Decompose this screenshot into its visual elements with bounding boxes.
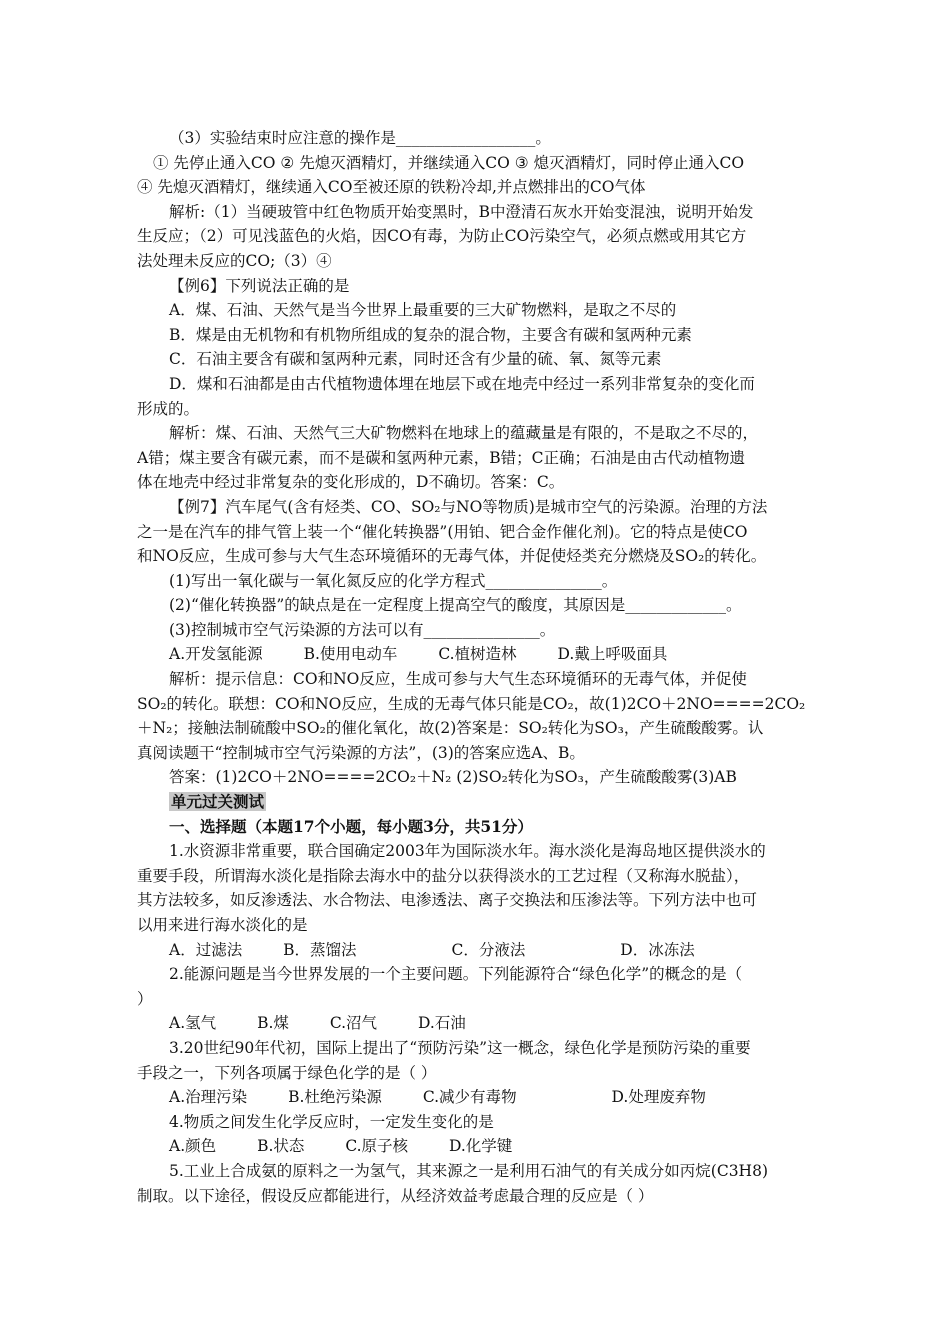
text-line: 之一是在汽车的排气管上装一个“催化转换器”(用铂、钯合金作催化剂)。它的特点是使CO: [137, 522, 748, 541]
option-row: [137, 642, 817, 667]
option: C.减少有毒物: [422, 1088, 517, 1107]
text-line: 2.能源问题是当今世界发展的一个主要问题。下列能源符合“绿色化学”的概念的是（: [169, 965, 743, 984]
option: C.植树造林: [438, 645, 517, 664]
text-line: 3.20世纪90年代初，国际上提出了“预防污染”这一概念，绿色化学是预防污染的重要: [169, 1038, 751, 1057]
text-line: (2)“催化转换器”的缺点是在一定程度上提高空气的酸度，其原因是_____________。: [169, 596, 742, 615]
option: D.石油: [418, 1014, 466, 1033]
text-line: D．煤和石油都是由古代植物遗体埋在地层下或在地壳中经过一系列非常复杂的变化而: [169, 374, 755, 393]
text-line: 解析:（1）当硬玻管中红色物质开始变黑时，B中澄清石灰水开始变混浊，说明开始发: [169, 202, 754, 221]
text-line: C．石油主要含有碳和氢两种元素，同时还含有少量的硫、氧、氮等元素: [169, 350, 662, 369]
option: C．分液法: [451, 940, 526, 959]
option: C.沼气: [329, 1014, 378, 1033]
document-body: [137, 126, 817, 1208]
text-line: ＋N₂；接触法制硫酸中SO₂的催化氧化，故(2)答案是：SO₂转化为SO₃，产生硫酸酸雾。认: [137, 719, 764, 738]
option: A.治理污染: [169, 1088, 248, 1107]
option: C.原子核: [345, 1137, 409, 1156]
text-line: 解析：提示信息：CO和NO反应，生成可参与大气生态环境循环的无毒气体，并促使: [169, 670, 747, 689]
option-row: [137, 1085, 817, 1110]
option: D.戴上呼吸面具: [557, 645, 668, 664]
text-line: 解析：煤、石油、天然气三大矿物燃料在地球上的蕴藏量是有限的，不是取之不尽的，: [169, 424, 759, 443]
text-line: ）: [137, 989, 153, 1008]
example-heading: 【例6】下列说法正确的是: [169, 276, 350, 295]
option: A.氢气: [169, 1014, 217, 1033]
text-line: 制取。以下途径，假设反应都能进行，从经济效益考虑最合理的反应是（ ）: [137, 1186, 654, 1205]
option-row: [137, 1134, 817, 1159]
text-line: （3）实验结束时应注意的操作是__________________。: [169, 129, 551, 147]
option: A.开发氢能源: [169, 645, 263, 664]
subsection-heading: 一、选择题（本题17个小题，每小题3分，共51分）: [169, 816, 533, 836]
text-line: 形成的。: [137, 399, 200, 418]
option: A.颜色: [169, 1137, 217, 1156]
text-line: 4.物质之间发生化学反应时，一定发生变化的是: [169, 1112, 494, 1131]
option: B.状态: [257, 1137, 305, 1156]
section-heading: 单元过关测试: [171, 792, 265, 812]
text-line: 手段之一，下列各项属于绿色化学的是（ ）: [137, 1063, 437, 1082]
text-line: B．煤是由无机物和有机物所组成的复杂的混合物，主要含有碳和氢两种元素: [169, 325, 692, 344]
text-line: 答案：(1)2CO＋2NO====2CO₂＋N₂ (2)SO₂转化为SO₃，产生硫酸酸雾(3)AB: [169, 768, 737, 787]
section-heading-line: [137, 790, 817, 815]
option: D.化学键: [449, 1137, 513, 1156]
text-line: A错；煤主要含有碳元素，而不是碳和氢两种元素，B错；C正确；石油是由古代动植物遗: [137, 448, 745, 467]
option: D.处理废弃物: [611, 1088, 706, 1107]
text-line: (3)控制城市空气污染源的方法可以有_______________。: [169, 620, 556, 639]
text-line: 和NO反应，生成可参与大气生态环境循环的无毒气体，并促使烃类充分燃烧及SO₂的转化。: [137, 547, 767, 566]
text-line: SO₂的转化。联想：CO和NO反应，生成的无毒气体只能是CO₂，故(1)2CO＋2NO====2CO₂: [137, 694, 806, 713]
option: B．蒸馏法: [283, 940, 357, 959]
option-row: [137, 1011, 817, 1036]
text-line: A．煤、石油、天然气是当今世界上最重要的三大矿物燃料，是取之不尽的: [169, 301, 677, 320]
option: D．冰冻法: [620, 940, 695, 959]
text-line: 重要手段，所谓海水淡化是指除去海水中的盐分以获得淡水的工艺过程（又称海水脱盐），: [137, 866, 750, 885]
text-line: 体在地壳中经过非常复杂的变化形成的，D不确切。答案：C。: [137, 473, 565, 492]
option-row: [137, 938, 817, 963]
text-line: 1.水资源非常重要，联合国确定2003年为国际淡水年。海水淡化是海岛地区提供淡水的: [169, 842, 766, 861]
text-line: ① 先停止通入CO ② 先熄灭酒精灯，并继续通入CO ③ 熄灭酒精灯，同时停止通入CO: [153, 153, 745, 172]
text-line: 生反应；（2）可见浅蓝色的火焰，因CO有毒，为防止CO污染空气，必须点燃或用其它方: [137, 227, 747, 246]
text-line: ④ 先熄灭酒精灯，继续通入CO至被还原的铁粉冷却,并点燃排出的CO气体: [137, 178, 646, 197]
text-line: 5.工业上合成氨的原料之一为氢气，其来源之一是利用石油气的有关成分如丙烷(C3H8): [169, 1161, 768, 1180]
text-line: 其方法较多，如反渗透法、水合物法、电渗透法、离子交换法和压渗法等。下列方法中也可: [137, 891, 758, 910]
example-heading: 【例7】汽车尾气(含有烃类、CO、SO₂与NO等物质)是城市空气的污染源。治理的方法: [169, 497, 768, 516]
option: B.使用电动车: [303, 645, 398, 664]
option: B.杜绝污染源: [288, 1088, 382, 1107]
text-line: 真阅读题干“控制城市空气污染源的方法”，(3)的答案应选A、B。: [137, 743, 585, 762]
text-line: 法处理未反应的CO;（3）④: [137, 251, 332, 270]
text-line: (1)写出一氧化碳与一氧化氮反应的化学方程式_______________。: [169, 571, 618, 590]
option: B.煤: [257, 1014, 289, 1033]
option: A．过滤法: [169, 940, 243, 959]
text-line: 以用来进行海水淡化的是: [137, 916, 308, 934]
